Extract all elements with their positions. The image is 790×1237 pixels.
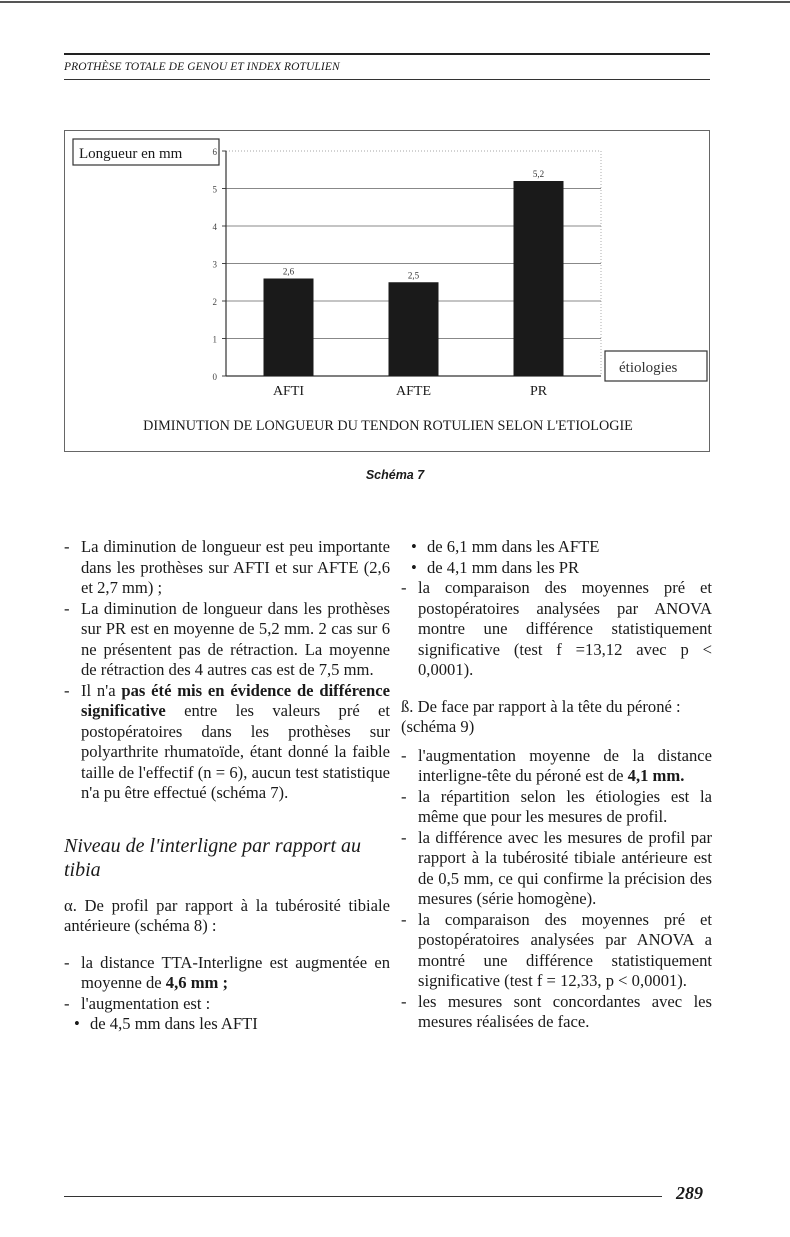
bold-emphasis: pas été mis en évidence de différence significative: [81, 680, 390, 720]
x-tick-label: AFTE: [396, 384, 431, 399]
y-tick-label: 5: [212, 184, 217, 195]
y-axis-label: Longueur en mm: [79, 146, 183, 162]
x-axis-label: étiologies: [619, 360, 678, 376]
bullet-item: • de 4,1 mm dans les PR: [411, 557, 580, 577]
list-item: - l'augmentation moyenne de la distance interligne-tête du péroné est de 4,1 mm.: [401, 745, 712, 785]
paragraph-alpha: α. De profil par rapport à la tubérosité tibiale antérieure (schéma 8) :: [64, 895, 390, 935]
figure-box: [64, 130, 710, 452]
bar-chart: [65, 131, 711, 453]
bold-emphasis: 4,6 mm ;: [165, 973, 229, 992]
bar-afti: [264, 279, 314, 377]
list-item: - l'augmentation est :: [64, 993, 211, 1013]
list-item: - la comparaison des moyennes pré et postopératoires analysées par ANOVA a montré une différence statistiquement significative (test f = 12,33, p < 0,0001).: [401, 909, 712, 990]
paragraph-beta: ß. De face par rapport à la tête du péroné : (schéma 9): [401, 696, 681, 736]
header-rule-bottom: [64, 79, 710, 80]
chart-title: DIMINUTION DE LONGUEUR DU TENDON ROTULIEN SELON L'ETIOLOGIE: [143, 418, 633, 434]
y-tick-label: 6: [212, 147, 217, 157]
data-label: 2,6: [282, 266, 295, 277]
y-tick-label: 1: [212, 334, 217, 345]
right-column: [401, 537, 712, 1033]
bar-pr: [514, 181, 564, 376]
list-item: - la distance TTA-Interligne est augmentée en moyenne de 4,6 mm ;: [64, 952, 390, 992]
bullet-item: • de 4,5 mm dans les AFTI: [74, 1014, 258, 1033]
footer-rule: [64, 1196, 662, 1197]
list-item: - la répartition selon les étiologies est la même que pour les mesures de profil.: [401, 786, 712, 826]
header-rule-top: [64, 53, 710, 55]
bullet-item: • de 6,1 mm dans les AFTE: [411, 537, 600, 556]
list-item: - la comparaison des moyennes pré et postopératoires analysées par ANOVA montre une différence statistiquement significative (test f =13,12 avec p < 0,0001).: [401, 578, 712, 679]
bar-afte: [389, 282, 439, 376]
list-item: - la différence avec les mesures de profil par rapport à la tubérosité tibiale antérieure est de 0,5 mm, ce qui confirme la précision des mesures (série homogène).: [401, 827, 712, 908]
left-column: [64, 537, 390, 1035]
y-tick-label: 0: [212, 372, 217, 382]
list-item: - La diminution de longueur est peu importante dans les prothèses sur AFTI et sur AFTE (2,6 et 2,7 mm) ;: [64, 537, 390, 597]
y-tick-label: 2: [212, 297, 217, 307]
data-label: 5,2: [532, 169, 545, 179]
data-label: 2,5: [407, 270, 420, 281]
page-number: 289: [676, 1183, 703, 1203]
list-item: - La diminution de longueur dans les prothèses sur PR est en moyenne de 5,2 mm. 2 cas sur 6 ne présentent pas de rétraction. La moyenne de rétraction des 4 autres cas est de 7,5 mm.: [64, 598, 390, 679]
list-item: - Il n'a pas été mis en évidence de différence significative entre les valeurs pré et postopératoires dans les prothèses sur polyarthrite rhumatoïde, étant donné la faible taille de l'effectif (n = 6), aucun test statistique n'a pu être effectué (schéma 7).: [64, 680, 390, 802]
list-item: - les mesures sont concordantes avec les mesures réalisées de face.: [401, 991, 712, 1031]
top-edge-rule: [0, 1, 790, 3]
x-tick-label: PR: [529, 384, 548, 399]
y-tick-label: 4: [212, 222, 217, 232]
y-tick-label: 3: [212, 259, 217, 270]
running-head: PROTHÈSE TOTALE DE GENOU ET INDEX ROTULIEN: [64, 61, 340, 73]
x-tick-label: AFTI: [272, 384, 305, 399]
figure-caption: Schéma 7: [365, 468, 425, 482]
bold-emphasis: 4,1 mm.: [627, 766, 685, 785]
section-heading: Niveau de l'interligne par rapport au tibia: [64, 834, 362, 881]
